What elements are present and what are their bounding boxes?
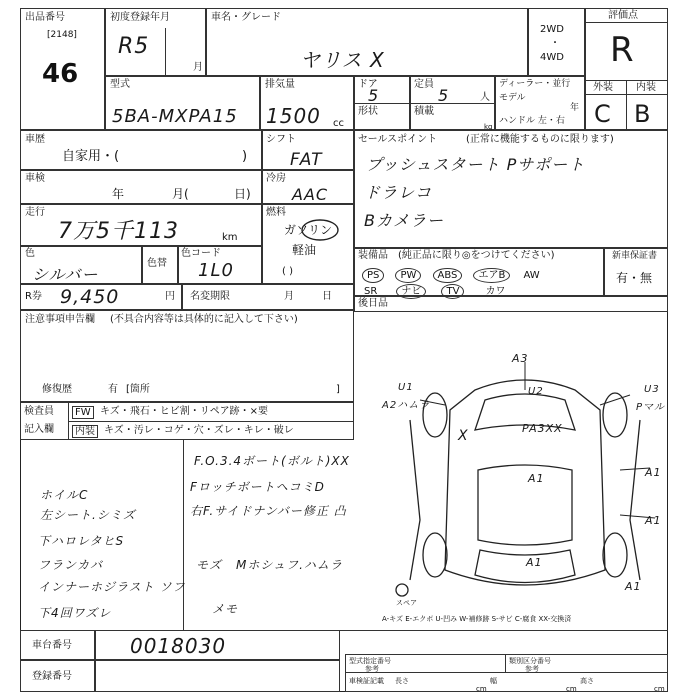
fw-label: FW bbox=[72, 406, 94, 419]
note-left-2: 左シート.シミズ bbox=[40, 508, 136, 522]
mark-a2: A2ハムラ bbox=[382, 400, 431, 411]
equip-abs: ABS bbox=[433, 268, 463, 283]
post-install-cell bbox=[354, 296, 668, 312]
mark-pa3xx: PA3XX bbox=[522, 422, 563, 435]
note-left-4: フランカバ bbox=[38, 558, 104, 572]
chassis-value: 0018030 bbox=[130, 634, 227, 658]
sales-line-1: プッシュスタート Pサポート bbox=[366, 155, 586, 174]
inspection-month: 月( bbox=[172, 187, 189, 201]
first-reg-label: 初度登録年月 bbox=[110, 12, 170, 23]
name-change-day: 日 bbox=[322, 291, 332, 302]
class-ref: 参考 bbox=[525, 665, 539, 673]
length-cm: cm bbox=[476, 685, 487, 693]
color-change-label: 色替 bbox=[147, 258, 167, 269]
legend-text: A-キズ E-エクボ U-凹み W-補修跡 S-サビ C-腐食 XX-交換済 bbox=[382, 615, 572, 623]
inspection-year: 年 bbox=[112, 187, 125, 201]
model-label: 車名・グレード bbox=[211, 12, 281, 23]
note-left-7: モズ bbox=[196, 558, 223, 572]
equip-navi: ナビ bbox=[396, 284, 426, 299]
note-left-1: ホイルC bbox=[40, 488, 89, 502]
name-change-label: 名変期限 bbox=[190, 291, 230, 302]
score-value: R bbox=[610, 30, 635, 70]
type-cert-label: 型式指定番号 bbox=[349, 657, 391, 665]
type-value: 5BA-MXPA15 bbox=[112, 106, 238, 127]
mileage-label: 走行 bbox=[25, 207, 45, 218]
history-value: 自家用・( bbox=[62, 149, 120, 164]
inspection-cell bbox=[20, 170, 262, 204]
equip-airbag: エアB bbox=[473, 268, 510, 283]
cooling-label: 冷房 bbox=[266, 173, 286, 184]
seats-label: 定員 bbox=[414, 79, 434, 90]
exterior-value: C bbox=[594, 100, 612, 128]
note-left-6: 下4回ワズレ bbox=[38, 606, 112, 620]
note-right-3: 右F.サイドナンバー修正 凸 bbox=[190, 504, 347, 518]
registration-value-cell bbox=[95, 660, 340, 692]
equip-ps: PS bbox=[362, 268, 384, 283]
lot-number: 46 bbox=[42, 59, 79, 89]
inspector-label: 検査員 bbox=[24, 406, 54, 417]
equip-tv: TV bbox=[441, 284, 464, 299]
km-unit: km bbox=[222, 232, 238, 243]
equip-pw: PW bbox=[395, 268, 421, 283]
length-label: 長さ bbox=[395, 677, 409, 685]
fuel-gasoline: ガソリン bbox=[284, 223, 333, 237]
mark-pmaru: Pマル bbox=[636, 402, 666, 413]
handle-label: ハンドル 左・右 bbox=[499, 116, 565, 126]
fuel-diesel: 軽油 bbox=[292, 243, 317, 257]
doors-value: 5 bbox=[368, 86, 380, 105]
load-label: 積載 bbox=[414, 106, 434, 117]
displacement-label: 排気量 bbox=[265, 79, 295, 90]
name-change-month: 月 bbox=[284, 291, 294, 302]
notes-sub: (不具合内容等は具体的に記入して下さい) bbox=[110, 314, 298, 325]
warranty-label: 新車保証書 bbox=[612, 251, 658, 261]
mark-a1-corner: A1 bbox=[625, 580, 642, 593]
equipment-label: 装備品 bbox=[358, 250, 388, 261]
cooling-value: AAC bbox=[292, 185, 329, 204]
sales-label: セールスポイント bbox=[358, 134, 438, 145]
sales-line-3: Bカメラー bbox=[364, 211, 444, 230]
spare-label: スペア bbox=[396, 599, 417, 607]
repair-place: [箇所 bbox=[126, 384, 150, 395]
repair-label: 修復歴 bbox=[42, 384, 72, 395]
repair-close: ] bbox=[336, 384, 340, 395]
dealer-label: ディーラー・並行 bbox=[499, 79, 571, 89]
sales-sub: (正常に機能するものに限ります) bbox=[466, 134, 614, 145]
note-left-8: Mホシュフ.ハムラ bbox=[236, 558, 343, 572]
recycle-value: 9,450 bbox=[60, 286, 120, 308]
exterior-label: 外装 bbox=[593, 82, 613, 93]
mark-a1-right-1: A1 bbox=[645, 466, 662, 479]
notes-label: 注意事項申告欄 bbox=[25, 314, 95, 325]
recycle-label: R券 bbox=[25, 291, 42, 302]
fw-items: キズ・飛石・ヒビ割・リペア跡・×要 bbox=[100, 406, 268, 417]
interior-label-box: 内装 bbox=[72, 425, 98, 438]
year-unit: 年 bbox=[570, 103, 580, 113]
history-close: ) bbox=[242, 149, 248, 164]
note-left-5: インナーホジラスト ソフ bbox=[38, 580, 186, 594]
person-unit: 人 bbox=[480, 92, 490, 103]
type-cert-ref: 参考 bbox=[365, 665, 379, 673]
cert-cell bbox=[345, 654, 668, 692]
type-label: 型式 bbox=[110, 79, 130, 90]
chassis-label: 車台番号 bbox=[32, 640, 72, 651]
interior-value: B bbox=[634, 100, 652, 128]
inspection-label: 車検 bbox=[25, 173, 45, 184]
shape-label: 形状 bbox=[358, 106, 378, 117]
repair-have: 有 bbox=[108, 384, 118, 395]
mark-a1-center: A1 bbox=[528, 472, 545, 485]
wd4-label: 4WD bbox=[540, 52, 564, 63]
color-code-label: 色コード bbox=[181, 248, 221, 259]
note-left-9: メモ bbox=[212, 602, 239, 616]
equip-leather: カワ bbox=[485, 286, 506, 297]
lot-label: 出品番号 bbox=[25, 12, 65, 23]
inspection-day: 日) bbox=[234, 187, 251, 201]
warranty-value: 有・無 bbox=[616, 271, 653, 285]
gasoline-circle bbox=[300, 218, 340, 242]
first-reg-value: R5 bbox=[118, 34, 150, 59]
model-year-label: モデル bbox=[499, 93, 526, 103]
mileage-value: 7万5千113 bbox=[58, 219, 179, 244]
interior-items: キズ・汚レ・コゲ・穴・ズレ・キレ・破レ bbox=[104, 425, 294, 436]
mark-u1: U1 bbox=[398, 382, 414, 393]
class-label: 類別区分番号 bbox=[509, 657, 551, 665]
yen-unit: 円 bbox=[165, 291, 175, 302]
mark-a3: A3 bbox=[512, 352, 529, 365]
color-label: 色 bbox=[25, 248, 35, 259]
sales-line-2: ドラレコ bbox=[364, 183, 433, 202]
wd2-label: 2WD bbox=[540, 24, 564, 35]
equipment-sub: (純正品に限り◎をつけてください) bbox=[398, 250, 555, 261]
lot-code: [2148] bbox=[47, 30, 77, 40]
height-cm: cm bbox=[654, 685, 665, 693]
interior-label: 内装 bbox=[636, 82, 656, 93]
post-install-label: 後日品 bbox=[358, 298, 388, 309]
mark-a1-bottom: A1 bbox=[526, 556, 543, 569]
fuel-paren: ( ) bbox=[282, 266, 293, 277]
shift-value: FAT bbox=[290, 150, 323, 170]
equip-sr: SR bbox=[364, 286, 378, 297]
cc-unit: cc bbox=[333, 118, 344, 129]
displacement-value: 1500 bbox=[266, 104, 321, 128]
width-label: 幅 bbox=[490, 677, 497, 685]
doors-label: ドア bbox=[358, 79, 378, 90]
reg-cert-label: 車検証記載 bbox=[349, 677, 384, 685]
mark-x: X bbox=[458, 428, 469, 444]
month-unit: 月 bbox=[193, 62, 203, 73]
kg-unit: kg bbox=[484, 123, 493, 131]
note-right-2: FロッチボートヘコミD bbox=[190, 480, 325, 494]
mark-u2: U2 bbox=[528, 386, 544, 397]
model-value: ヤリス X bbox=[300, 48, 385, 72]
inspector-entry-label: 記入欄 bbox=[24, 424, 54, 435]
height-label: 高さ bbox=[580, 677, 594, 685]
fuel-label: 燃料 bbox=[266, 207, 286, 218]
score-label: 評価点 bbox=[608, 10, 638, 21]
registration-label: 登録番号 bbox=[32, 671, 72, 682]
mark-a1-right-2: A1 bbox=[645, 514, 662, 527]
shift-label: シフト bbox=[266, 134, 296, 145]
seats-value: 5 bbox=[438, 86, 450, 105]
color-code-value: 1L0 bbox=[198, 260, 234, 281]
history-label: 車歴 bbox=[25, 134, 45, 145]
mark-u3: U3 bbox=[644, 384, 660, 395]
history-cell bbox=[20, 130, 262, 170]
width-cm: cm bbox=[566, 685, 577, 693]
wd-dot: ・ bbox=[550, 38, 560, 49]
equip-aw: AW bbox=[523, 270, 540, 281]
note-right-1: F.O.3.4ボート(ボルト)XX bbox=[194, 454, 350, 468]
note-left-3: 下ハロレタヒS bbox=[38, 534, 125, 548]
color-value: シルバー bbox=[32, 265, 99, 284]
